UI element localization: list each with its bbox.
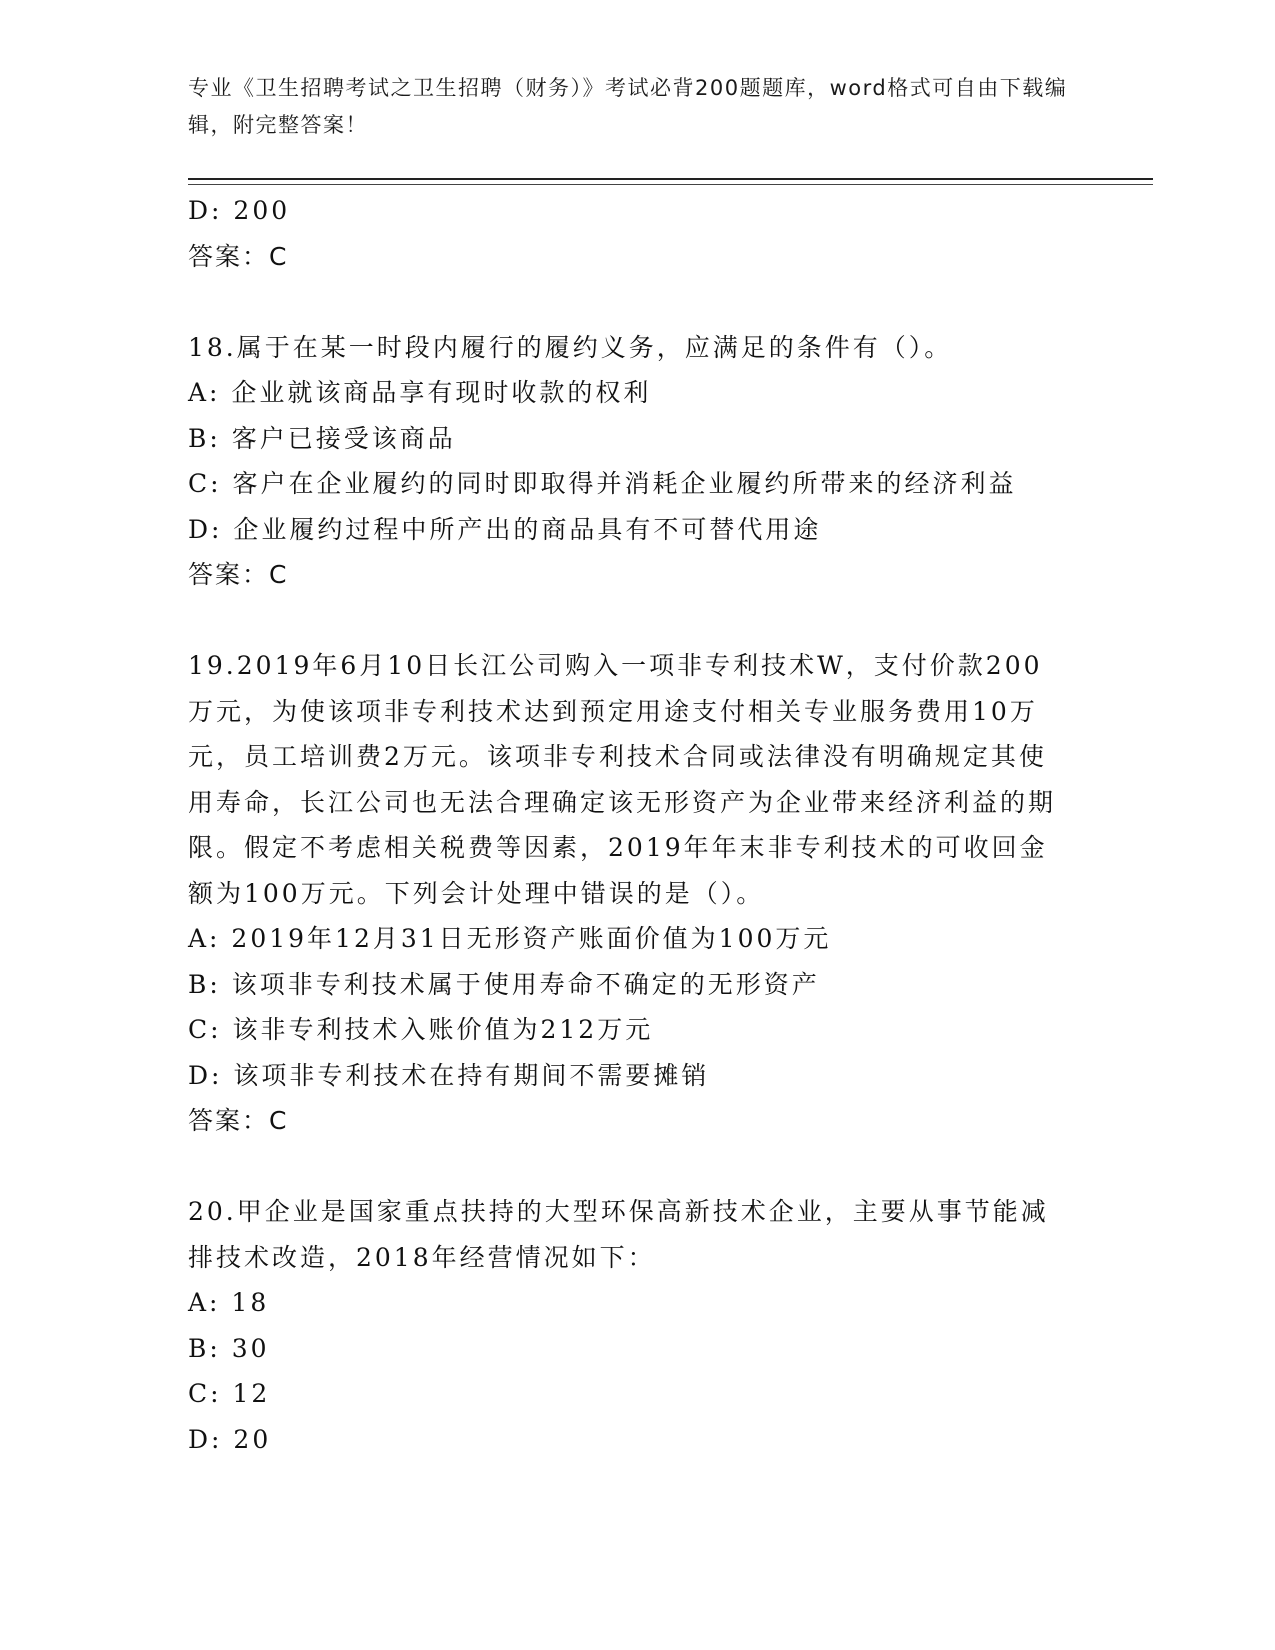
option-a: A: 18 [188,1288,270,1317]
option-a: A: 2019年12月31日无形资产账面价值为100万元 [188,924,832,953]
option-c: C: 12 [188,1379,271,1408]
document-body [188,188,1088,1462]
header-rule-thin [188,184,1153,185]
question-18 [188,325,1088,598]
question-19 [188,643,1088,1144]
option-d: D: 20 [188,1424,272,1454]
spacer [188,598,1088,644]
option-c: C: 该非专利技术入账价值为212万元 [188,1015,654,1044]
header-rule-thick [188,178,1153,180]
option-b: B: 30 [188,1333,270,1363]
answer: 答案：C [188,1106,289,1135]
prev-answer: 答案：C [188,241,289,271]
option-d: D: 该项非专利技术在持有期间不需要摊销 [188,1060,710,1090]
spacer [188,279,1088,325]
question-stem: 20.甲企业是国家重点扶持的大型环保高新技术企业，主要从事节能减排技术改造，2018年经营情况如下： [188,1197,1049,1272]
spacer [188,1144,1088,1190]
option-b: B: 该项非专利技术属于使用寿命不确定的无形资产 [188,969,820,999]
option-d: D: 企业履约过程中所产出的商品具有不可替代用途 [188,514,822,544]
option-a: A: 企业就该商品享有现时收款的权利 [188,378,652,407]
page-header: 专业《卫生招聘考试之卫生招聘（财务）》考试必背200题题库，word格式可自由下载编辑，附完整答案！ [188,76,1068,137]
answer: 答案：C [188,560,289,589]
option-b: B: 客户已接受该商品 [188,423,456,453]
option-c: C: 客户在企业履约的同时即取得并消耗企业履约所带来的经济利益 [188,469,1017,498]
question-stem: 18.属于在某一时段内履行的履约义务，应满足的条件有（）。 [188,332,953,362]
question-stem: 19.2019年6月10日长江公司购入一项非专利技术W，支付价款200万元，为使该项非专利技术达到预定用途支付相关专业服务费用10万元，员工培训费2万元。该项非专利技术合同或法律没有明确规定其使用寿命，长江公司也无法合理确定该无形资产为企业带来经济利益的期限。假定不考虑相关税费等因素，2019年年末非专利技术的可收回金额为100万元。下列会计处理中错误的是（）。 [188,651,1057,908]
question-20 [188,1189,1088,1462]
prev-option-d: D: 200 [188,196,291,225]
